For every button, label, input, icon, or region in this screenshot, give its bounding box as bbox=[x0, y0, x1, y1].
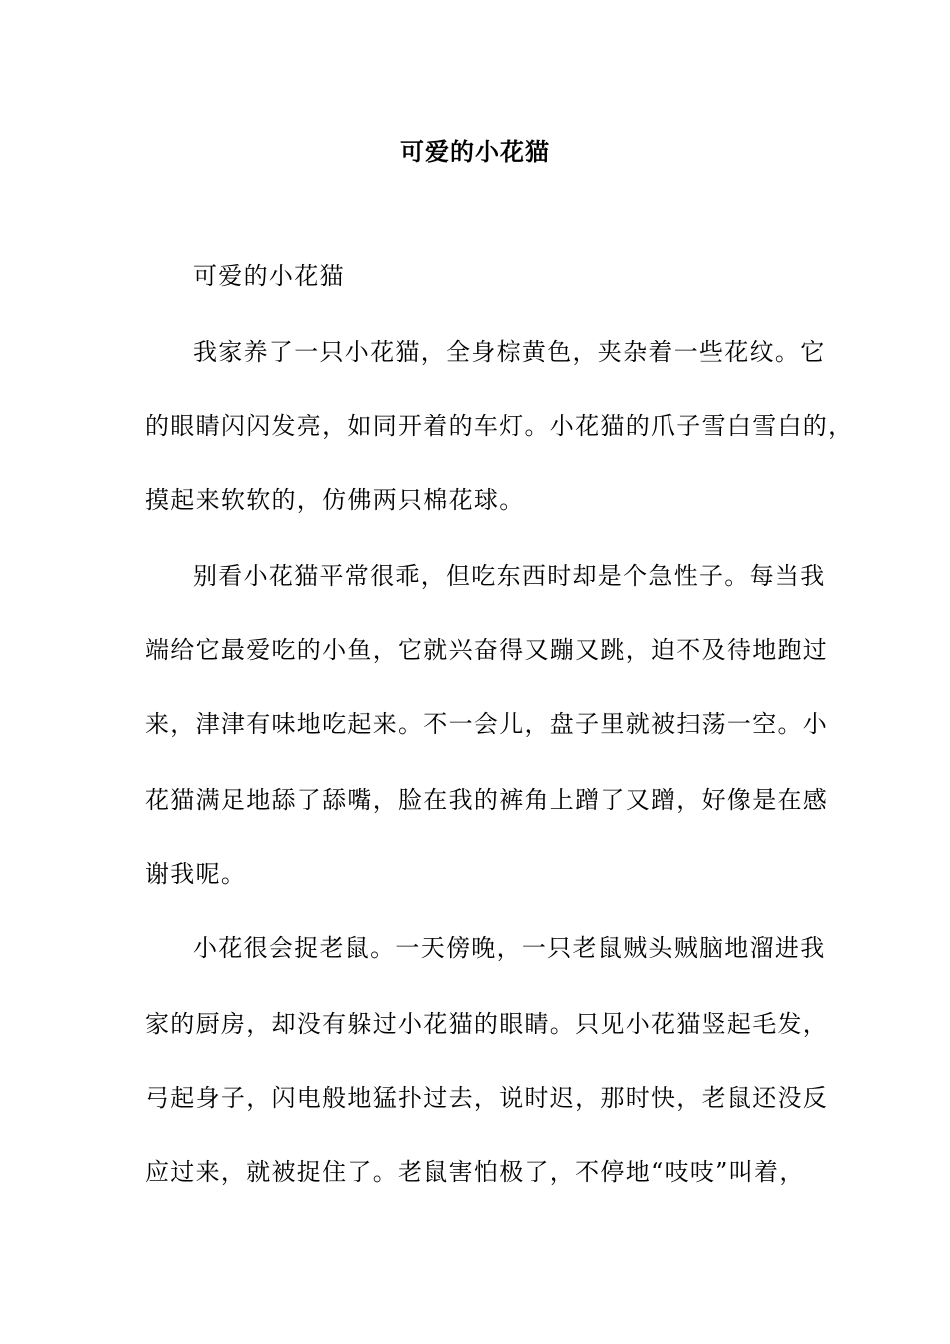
paragraph-3-line-3: 弓起身子，闪电般地猛扑过去，说时迟，那时快，老鼠还没反 bbox=[145, 1084, 829, 1112]
document-title: 可爱的小花猫 bbox=[400, 137, 550, 166]
paragraph-2-line-3: 来，津津有味地吃起来。不一会儿，盘子里就被扫荡一空。小 bbox=[145, 710, 829, 738]
paragraph-1-line-3: 摸起来软软的，仿佛两只棉花球。 bbox=[145, 486, 525, 514]
paragraph-2-line-1: 别看小花猫平常很乖，但吃东西时却是个急性子。每当我 bbox=[193, 562, 826, 590]
paragraph-2-line-5: 谢我呢。 bbox=[145, 860, 247, 888]
paragraph-1-line-1: 我家养了一只小花猫，全身棕黄色，夹杂着一些花纹。它 bbox=[193, 338, 826, 366]
paragraph-2-line-4: 花猫满足地舔了舔嘴，脸在我的裤角上蹭了又蹭，好像是在感 bbox=[145, 786, 829, 814]
subtitle-line: 可爱的小花猫 bbox=[193, 262, 345, 290]
paragraph-3-line-2: 家的厨房，却没有躲过小花猫的眼睛。只见小花猫竖起毛发， bbox=[145, 1010, 829, 1038]
paragraph-3-line-4: 应过来，就被捉住了。老鼠害怕极了，不停地“吱吱”叫着， bbox=[145, 1158, 805, 1186]
paragraph-1-line-2: 的眼睛闪闪发亮，如同开着的车灯。小花猫的爪子雪白雪白的， bbox=[145, 412, 854, 440]
paragraph-2-line-2: 端给它最爱吃的小鱼，它就兴奋得又蹦又跳，迫不及待地跑过 bbox=[145, 636, 829, 664]
paragraph-3-line-1: 小花很会捉老鼠。一天傍晚，一只老鼠贼头贼脑地溜进我 bbox=[193, 934, 826, 962]
